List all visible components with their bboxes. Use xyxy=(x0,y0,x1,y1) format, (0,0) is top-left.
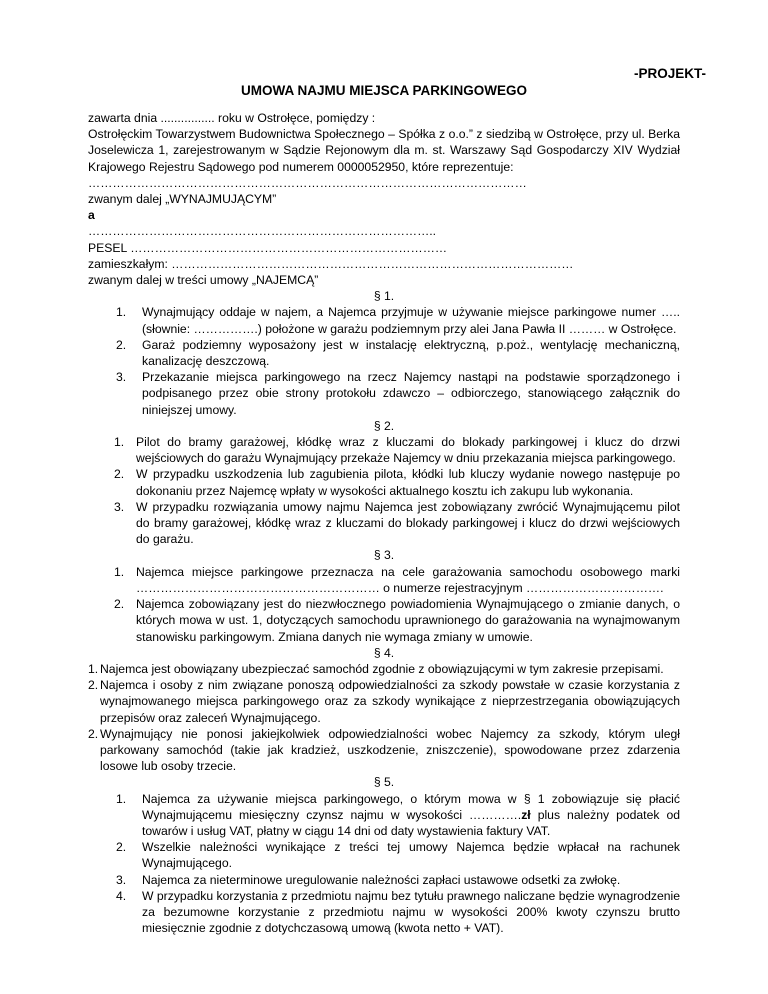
item-text: Najemca za używanie miejsca parkingowego, o którym mowa w § 1 zobowiązuje się płacić Wynajmującemu miesięczny czynsz najmu w wysokości …………. xyxy=(142,791,680,822)
item-number: 3. xyxy=(116,370,127,385)
item-text: Wynajmujący nie ponosi jakiejkolwiek odpowiedzialności wobec Najemcy za szkody, którym uległ parkowany samochód (takie jak kradzież, uszkodzenie, zniszczenie), spowodowane przez zdarzenia losowe lub osoby trzecie. xyxy=(100,726,680,774)
section-3-item xyxy=(88,564,680,596)
section-2-heading: § 2. xyxy=(373,418,395,433)
item-text: W przypadku rozwiązania umowy najmu Najemca jest zobowiązany zwrócić Wynajmującemu pilot do bramy garażowej, kłódkę wraz z kluczami do blokady parkingowej i klucz do drzwi wejściowych do garażu. xyxy=(136,499,680,547)
item-number: 2. xyxy=(116,840,127,855)
projekt-label: -PROJEKT- xyxy=(633,66,706,81)
currency-label: zł xyxy=(521,807,531,822)
section-1-item xyxy=(88,369,680,418)
item-text: Najemca jest obowiązany ubezpieczać samochód zgodnie z obowiązującymi w tym zakresie przepisami. xyxy=(100,661,664,676)
intro-pesel: PESEL …………………………………………………………………… xyxy=(88,240,448,255)
item-number: 1. xyxy=(116,305,127,320)
intro-tenant-label: zwanym dalej w treści umowy „NAJEMCĄ” xyxy=(88,273,319,288)
section-3-list xyxy=(88,564,680,645)
document-body xyxy=(88,110,680,936)
section-3-heading: § 3. xyxy=(373,548,395,563)
section-1-heading: § 1. xyxy=(373,289,395,304)
section-2-item xyxy=(88,499,680,548)
item-number: 2. xyxy=(114,597,125,612)
item-number: 1. xyxy=(116,791,127,806)
section-5-heading: § 5. xyxy=(373,775,395,790)
intro-party-one: Ostrołęckim Towarzystwem Budownictwa Społecznego – Spółka z o.o.” z siedzibą w Ostrołęce, przy ul. Berka Joselewicza 1, zarejestrowanym w Sądzie Rejonowym dla m. st. Warszawy Sąd Gospodarczy XIV Wydział Krajowego Rejestru Sądowego pod numerem 0000052950, które reprezentuje: xyxy=(88,127,680,174)
section-1-item xyxy=(88,337,680,369)
item-text: Najemca miejsce parkingowe przeznacza na cele garażowania samochodu osobowego marki …………………………………………………… o numerze rejestracyjnym ……………………………. xyxy=(136,564,680,595)
section-2-item xyxy=(88,434,680,466)
item-number: 3. xyxy=(116,872,127,887)
section-4-heading: § 4. xyxy=(373,645,395,660)
section-2-list xyxy=(88,434,680,547)
intro-landlord-label: zwanym dalej „WYNAJMUJĄCYM” xyxy=(88,192,277,207)
item-text: Najemca za nieterminowe uregulowanie należności zapłaci ustawowe odsetki za zwłokę. xyxy=(142,872,621,887)
section-1-list xyxy=(88,304,680,417)
item-number: 3. xyxy=(114,499,125,514)
item-text: Wynajmujący oddaje w najem, a Najemca przyjmuje w używanie miejsce parkingowe numer ….. (słownie: …………….) położone w garażu podziemnym przy alei Jana Pawła II ……… w Ostrołęce. xyxy=(142,305,680,336)
section-5-item xyxy=(88,839,680,871)
section-5-item xyxy=(88,791,680,840)
intro-and: a xyxy=(88,208,95,223)
item-text: Przekazanie miejsca parkingowego na rzecz Najemcy nastąpi na podstawie sporządzonego i podpisanego przez obie strony protokołu zdawczo – odbiorczego, stanowiącego załącznik do niniejszej umowy. xyxy=(142,370,680,417)
item-text: Pilot do bramy garażowej, kłódkę wraz z kluczami do blokady parkingowej i klucz do drzwi wejściowych do garażu Wynajmujący przekaże Najemcy w dniu przekazania miejsca parkingowego. xyxy=(136,435,680,466)
section-4-item xyxy=(88,677,680,726)
section-2-item xyxy=(88,466,680,498)
item-number: 1. xyxy=(88,661,99,676)
item-text-continued: plus należny podatek od towarów i usług VAT, płatny w ciągu 14 dni od daty wystawienia faktury VAT. xyxy=(142,807,680,838)
item-number: 4. xyxy=(116,888,127,903)
item-text: W przypadku uszkodzenia lub zagubienia pilota, kłódki lub kluczy wydanie nowego następuje po dokonaniu przez Najemcę wpłaty w wysokości aktualnego kosztu ich zakupu lub wykonania. xyxy=(136,467,680,498)
item-number: 2. xyxy=(88,726,99,741)
section-5-list xyxy=(88,791,680,937)
section-4-list xyxy=(88,661,680,774)
section-1-item xyxy=(88,304,680,336)
item-number: 2. xyxy=(114,467,125,482)
section-5-item xyxy=(88,888,680,937)
section-5-item xyxy=(88,872,680,888)
item-text: Najemca zobowiązany jest do niezwłocznego powiadomienia Wynajmującego o zmianie danych, o których mowa w ust. 1, dotyczących samochodu uprawnionego do garażowania na wynajmowanym stanowisku parkingowym. Zmiana danych nie wymaga zmiany w umowie. xyxy=(136,597,680,644)
item-number: 2. xyxy=(88,678,99,693)
item-text: W przypadku korzystania z przedmiotu najmu bez tytułu prawnego naliczane będzie wynagrodzenie za bezumowne korzystanie z przedmiotu najmu w wysokości 200% kwoty czynszu brutto miesięcznie zgodnie z dotychczasową umową (kwota netto + VAT). xyxy=(142,888,680,936)
item-number: 1. xyxy=(114,435,125,450)
intro-date-line: zawarta dnia ................ roku w Ostrołęce, pomiędzy : xyxy=(88,111,376,125)
document-title: UMOWA NAJMU MIEJSCA PARKINGOWEGO xyxy=(240,83,527,98)
item-number: 1. xyxy=(114,564,125,579)
item-number: 2. xyxy=(116,337,127,352)
section-4-item xyxy=(88,726,680,775)
intro-tenant-dots: ………………………………………………………………………….. xyxy=(88,224,437,239)
item-text: Najemca i osoby z nim związane ponoszą odpowiedzialności za szkody powstałe w czasie korzystania z wynajmowanego miejsca parkingowego oraz za szkody wynikające z nieprzestrzegania obowiązujących przepisów oraz zaleceń Wynajmującego. xyxy=(100,678,680,725)
section-4-item xyxy=(88,661,680,677)
section-3-item xyxy=(88,596,680,645)
item-text: Garaż podziemny wyposażony jest w instalację elektryczną, p.poż., wentylację mechaniczną, kanalizację deszczową. xyxy=(142,337,680,369)
intro-address: zamieszkałym: ……………………………………………………………………………………… xyxy=(88,256,574,271)
intro-dots-line: ……………………………………………………………………………………………… xyxy=(88,175,527,190)
item-text: Wszelkie należności wynikające z treści tej umowy Najemca będzie wpłacał na rachunek Wynajmującego. xyxy=(142,840,680,871)
